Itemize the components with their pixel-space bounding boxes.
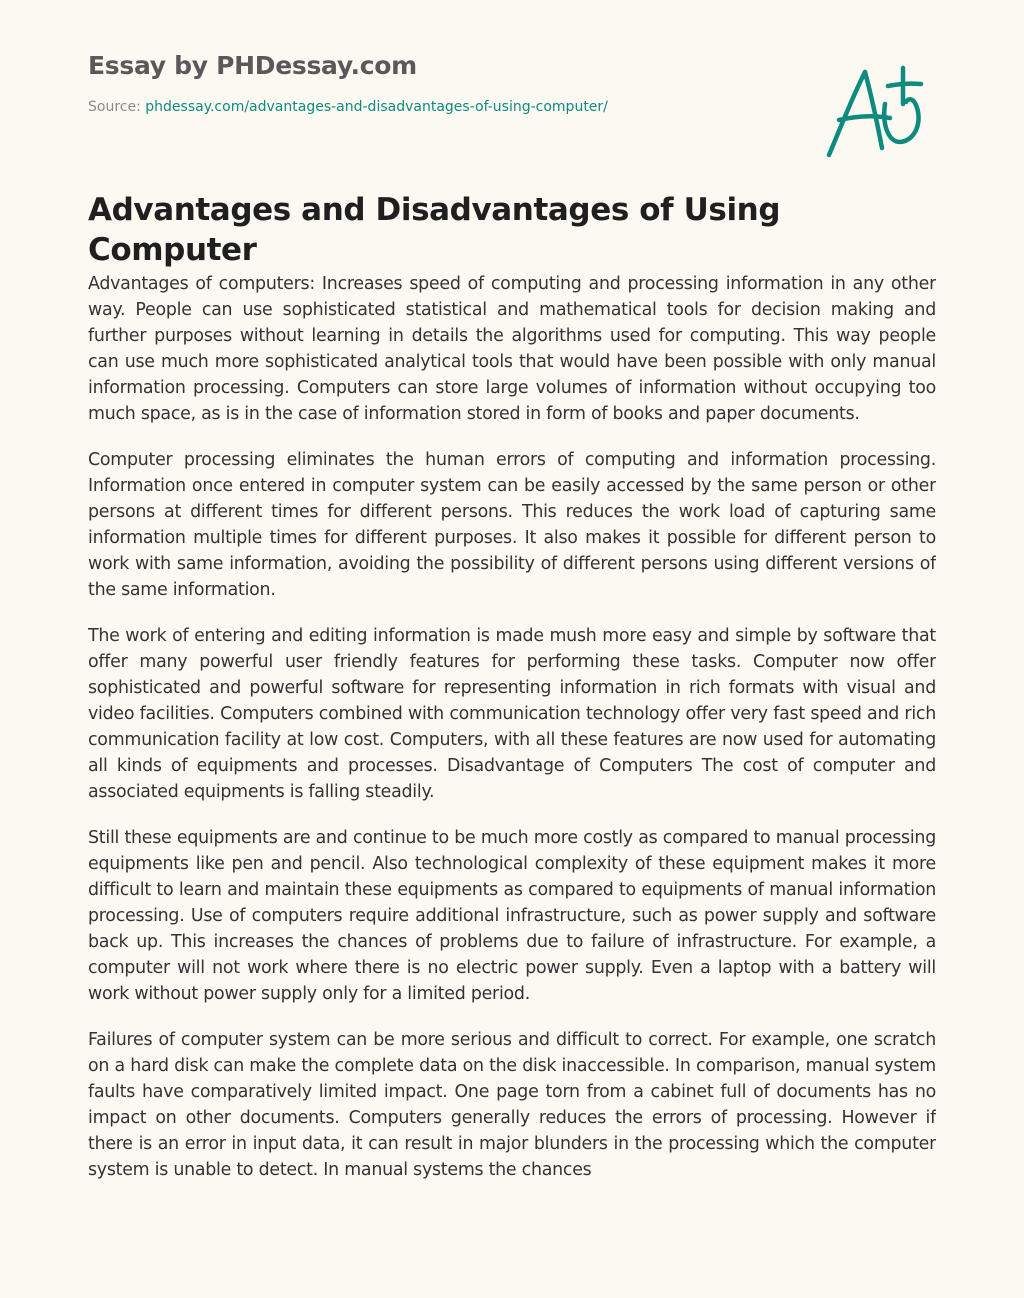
a-plus-grade-icon (818, 64, 930, 160)
paragraph: Still these equipments are and continue to be much more costly as compared to manual processing equipments like pen and pencil. Also technological complexity of these equipment makes it more difficult to learn and maintain these equipments as compared to equipments of manual information processing. Use of computers require additional infrastructure, such as power supply and software back up. This increases the chances of problems due to failure of infrastructure. For example, a computer will not work where there is no electric power supply. Even a laptop with a battery will work without power supply only for a limited period. (88, 828, 936, 1004)
essay-title: Advantages and Disadvantages of Using Computer (88, 192, 781, 268)
essay-header (88, 50, 788, 117)
source-line (88, 97, 788, 117)
paragraph: Failures of computer system can be more serious and difficult to correct. For example, one scratch on a hard disk can make the complete data on the disk inaccessible. In comparison, manual system faults have comparatively limited impact. One page torn from a cabinet full of documents has no impact on other documents. Computers generally reduces the errors of processing. However if there is an error in input data, it can result in major blunders in the processing which the computer system is unable to detect. In manual systems the chances (88, 1030, 936, 1180)
paragraph: Advantages of computers: Increases speed of computing and processing information in any other way. People can use sophisticated statistical and mathematical tools for decision making and further purposes without learning in details the algorithms used for computing. This way people can use much more sophisticated analytical tools that would have been possible with only manual information processing. Computers can store large volumes of information without occupying too much space, as is in the case of information stored in form of books and paper documents. (88, 274, 936, 424)
source-link[interactable]: phdessay.com/advantages-and-disadvantages-of-using-computer/ (145, 99, 608, 115)
paragraph: Computer processing eliminates the human errors of computing and information processing. Information once entered in computer system can be easily accessed by the same person or other persons at different times for different persons. This reduces the work load of capturing same information multiple times for different purposes. It also makes it possible for different person to work with same information, avoiding the possibility of different persons using different versions of the same information. (88, 450, 936, 600)
site-brand: Essay by PHDessay.com (88, 51, 417, 80)
paragraph: The work of entering and editing information is made mush more easy and simple by software that offer many powerful user friendly features for performing these tasks. Computer now offer sophisticated and powerful software for representing information in rich formats with visual and video facilities. Computers combined with communication technology offer very fast speed and rich communication facility at low cost. Computers, with all these features are now used for automating all kinds of equipments and processes. Disadvantage of Computers The cost of computer and associated equipments is falling steadily. (88, 626, 936, 802)
source-label: Source: (88, 99, 146, 115)
essay-body (88, 271, 936, 1254)
